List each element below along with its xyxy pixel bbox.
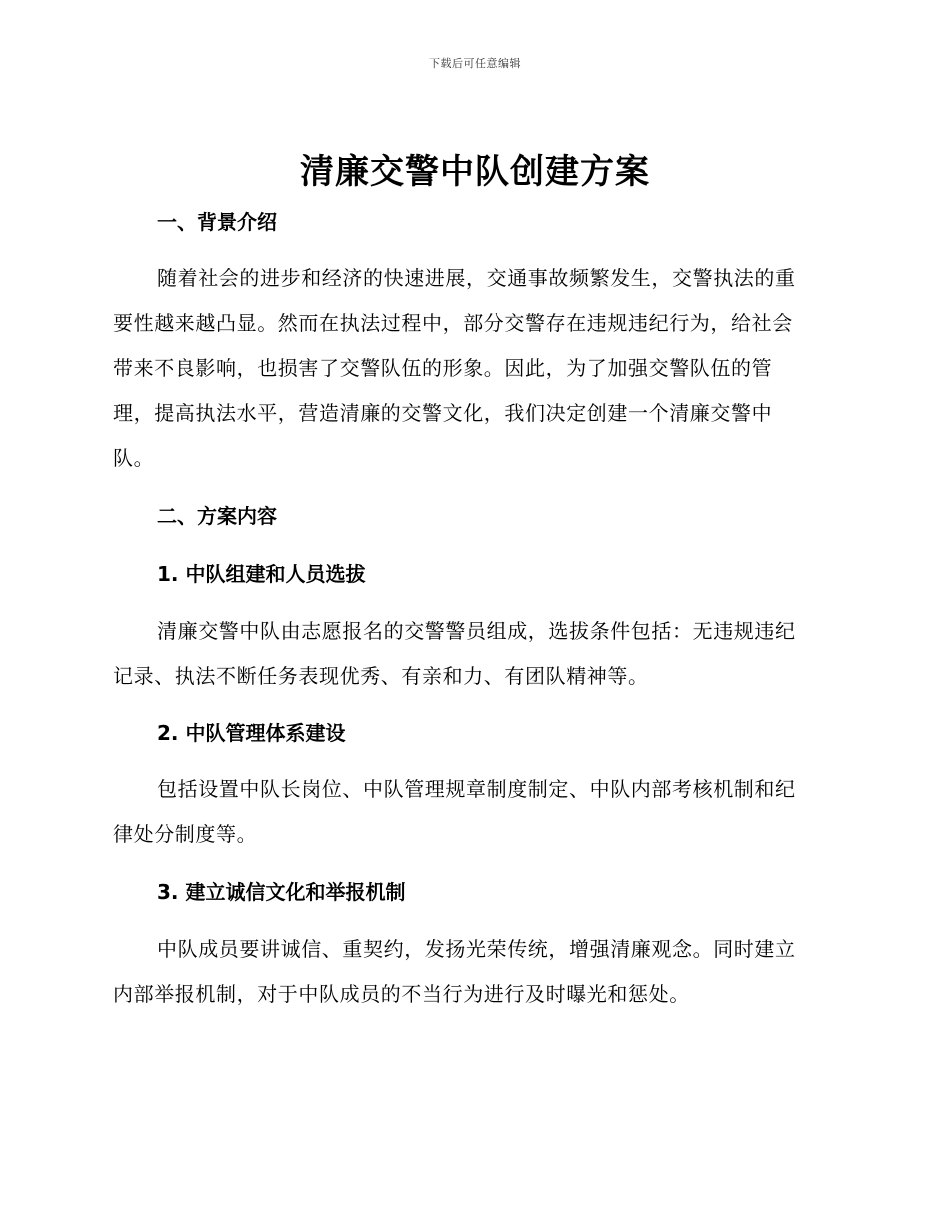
paragraph-line: 律处分制度等。 [113,822,258,846]
subsection-heading-management-system: 2. 中队管理体系建设 [157,721,346,745]
paragraph-line: 理，提高执法水平，营造清廉的交警文化，我们决定创建一个清廉交警中 [113,401,773,425]
paragraph-line: 随着社会的进步和经济的快速进展，交通事故频繁发生，交警执法的重 [157,266,796,290]
paragraph-line: 队。 [113,446,155,470]
paragraph-background [113,256,833,481]
paragraph-line: 要性越来越凸显。然而在执法过程中，部分交警存在违规违纪行为，给社会 [113,311,793,335]
paragraph-line: 清廉交警中队由志愿报名的交警警员组成，选拔条件包括：无违规违纪 [157,619,796,643]
paragraph-line: 内部举报机制，对于中队成员的不当行为进行及时曝光和惩处。 [113,982,690,1006]
section-heading-plan-content: 二、方案内容 [157,504,277,528]
paragraph-integrity-culture [113,927,833,1017]
paragraph-management-system [113,767,833,857]
paragraph-line: 包括设置中队长岗位、中队管理规章制度制定、中队内部考核机制和纪 [157,777,796,801]
section-heading-background: 一、背景介绍 [157,210,277,234]
paragraph-line: 中队成员要讲诚信、重契约，发扬光荣传统，增强清廉观念。同时建立 [157,937,796,961]
paragraph-line: 记录、执法不断任务表现优秀、有亲和力、有团队精神等。 [113,664,649,688]
subsection-heading-team-formation: 1. 中队组建和人员选拔 [157,562,366,586]
paragraph-team-formation [113,609,833,699]
document-title: 清廉交警中队创建方案 [300,152,650,192]
header-note: 下载后可任意编辑 [429,57,521,70]
paragraph-line: 带来不良影响，也损害了交警队伍的形象。因此，为了加强交警队伍的管 [113,356,773,380]
subsection-heading-integrity-culture: 3. 建立诚信文化和举报机制 [157,880,406,904]
